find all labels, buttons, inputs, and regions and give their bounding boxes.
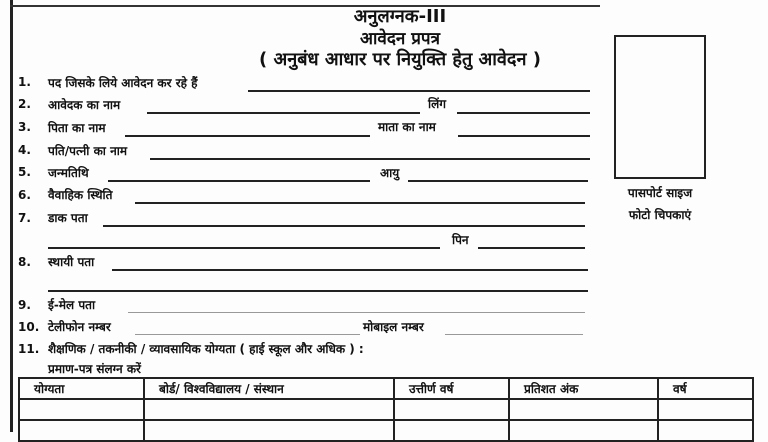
spouse-name-label: पति/पत्नी का नाम	[48, 144, 128, 158]
gender-line[interactable]	[457, 112, 590, 114]
table-cell[interactable]	[144, 399, 394, 420]
dob-label: जन्मतिथि	[48, 166, 89, 180]
header-board: बोर्ड/ विश्वविद्यालय / संस्थान	[144, 378, 394, 399]
table-cell[interactable]	[509, 420, 658, 441]
field-number: 3.	[18, 120, 31, 134]
applicant-name-line[interactable]	[147, 112, 420, 114]
email-label: ई-मेल पता	[48, 298, 96, 312]
permanent-address-line[interactable]	[112, 269, 588, 271]
table-cell[interactable]	[394, 399, 509, 420]
table-cell[interactable]	[394, 420, 509, 441]
dob-line[interactable]	[108, 180, 370, 182]
age-label: आयु	[380, 166, 400, 180]
permanent-address-line-2[interactable]	[48, 290, 588, 292]
header-percentage: प्रतिशत अंक	[509, 378, 658, 399]
marital-status-label: वैवाहिक स्थिति	[48, 188, 113, 202]
table-row	[19, 420, 753, 441]
page-border-left	[10, 0, 13, 432]
pin-line[interactable]	[478, 247, 585, 249]
pin-label: पिन	[452, 233, 469, 247]
table-cell[interactable]	[509, 399, 658, 420]
photo-box[interactable]	[614, 35, 706, 179]
postal-address-label: डाक पता	[48, 211, 88, 225]
field-number: 11.	[18, 342, 40, 356]
field-number: 9.	[18, 298, 31, 312]
form-title: आवेदन प्रपत्र	[360, 29, 440, 49]
postal-address-line-2[interactable]	[48, 247, 440, 249]
postal-address-line[interactable]	[103, 225, 585, 227]
mobile-label: मोबाइल नम्बर	[363, 320, 424, 334]
field-number: 2.	[18, 97, 31, 111]
field-number: 8.	[18, 255, 31, 269]
table-header-row	[19, 378, 753, 399]
spouse-name-line[interactable]	[150, 158, 590, 160]
telephone-label: टेलीफोन नम्बर	[48, 320, 111, 334]
photo-label-2: फोटो चिपकाएं	[628, 208, 692, 222]
gender-label: लिंग	[428, 97, 447, 111]
form-subtitle: ( अनुबंध आधार पर नियुक्ति हेतु आवेदन )	[259, 49, 541, 70]
age-line[interactable]	[408, 180, 588, 182]
mother-name-label: माता का नाम	[378, 120, 436, 134]
post-input-line[interactable]	[248, 90, 590, 92]
table-cell[interactable]	[658, 420, 753, 441]
field-number: 7.	[18, 211, 31, 225]
header-qualification: योग्यता	[19, 378, 144, 399]
mobile-line[interactable]	[445, 334, 583, 335]
table-cell[interactable]	[19, 399, 144, 420]
qualification-label: शैक्षणिक / तकनीकी / व्यावसायिक योग्यता ( हाई स्कूल और अधिक ) :	[48, 342, 364, 356]
qualification-table	[18, 377, 754, 442]
permanent-address-label: स्थायी पता	[48, 255, 95, 269]
mother-name-line[interactable]	[458, 135, 590, 137]
header-year: वर्ष	[658, 378, 753, 399]
field-number: 10.	[18, 320, 40, 334]
attach-certificate-note: प्रमाण-पत्र संलग्न करें	[48, 362, 141, 376]
field-number: 4.	[18, 143, 31, 157]
field-number: 5.	[18, 165, 31, 179]
header-passing-year: उत्तीर्ण वर्ष	[394, 378, 509, 399]
father-name-label: पिता का नाम	[48, 121, 106, 135]
table-cell[interactable]	[19, 420, 144, 441]
father-name-line[interactable]	[125, 135, 370, 137]
marital-status-line[interactable]	[135, 202, 585, 204]
telephone-line[interactable]	[135, 334, 360, 335]
field-number: 1.	[18, 75, 31, 89]
table-cell[interactable]	[658, 399, 753, 420]
annexure-heading: अनुलग्नक-III	[353, 6, 447, 27]
email-line[interactable]	[128, 312, 585, 313]
table-row	[19, 399, 753, 420]
post-label: पद जिसके लिये आवेदन कर रहे हैं	[48, 76, 198, 90]
field-number: 6.	[18, 188, 31, 202]
applicant-name-label: आवेदक का नाम	[48, 98, 121, 112]
table-cell[interactable]	[144, 420, 394, 441]
photo-label-1: पासपोर्ट साइज	[627, 186, 693, 200]
